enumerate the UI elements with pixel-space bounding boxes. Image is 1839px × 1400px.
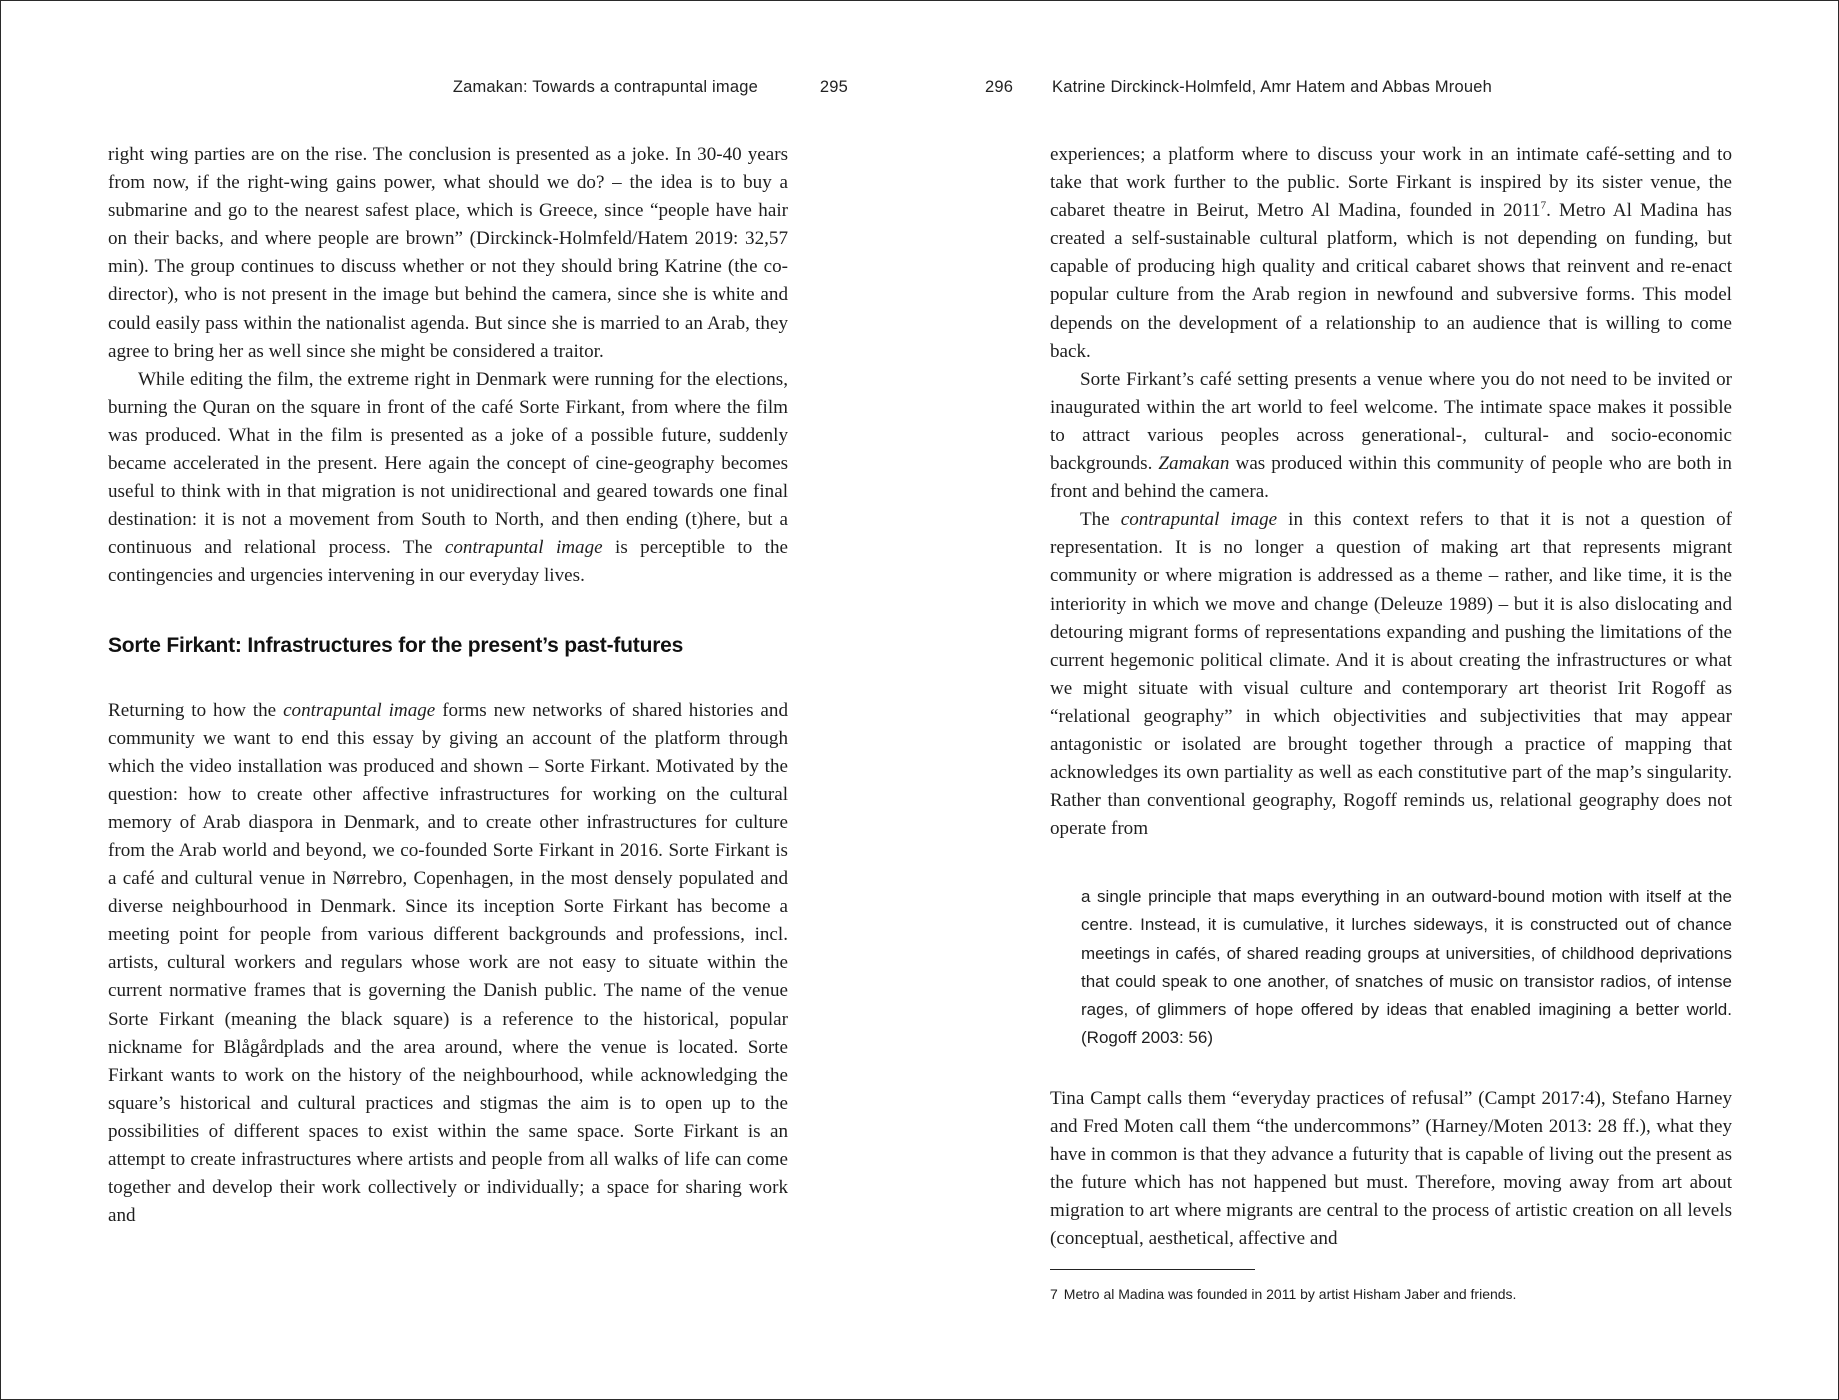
left-page <box>108 0 848 1400</box>
right-page <box>985 0 1732 1400</box>
paragraph: right wing parties are on the rise. The conclusion is presented as a joke. In 30-40 years from now, if the right-wing gains power, what should we do? – the idea is to buy a submarine and go to the nearest safest place, which is Greece, since “people have hair on their backs, and where people are brown” (Dirckinck-Holmfeld/Hatem 2019: 32,57 min). The group continues to discuss whether or not they should bring Katrine (the co-director), who is not present in the image but behind the camera, since she is white and could easily pass within the nationalist agenda. But since she is married to an Arab, they agree to bring her as well since she might be considered a traitor. <box>108 144 788 362</box>
footnote-marker: 7 <box>1540 199 1547 212</box>
paragraph: Tina Campt calls them “everyday practices of refusal” (Campt 2017:4), Stefano Harney and Fred Moten call them “the undercommons” (Harney/Moten 2013: 28 ff.), what they have in common is that they advance a futurity that is capable of living out the present as the future which has not happened but must. Therefore, moving away from art about migration to art where migrants are central to the process of artistic creation on all levels (conceptual, aesthetical, affective and <box>1050 1087 1732 1250</box>
block-quote: a single principle that maps everything in an outward-bound motion with itself at the centre. Instead, it is cumulative, it lurches sideways, it is constructed out of chance meetings in cafés, of shared reading groups at universities, of childhood deprivations that could speak to one another, of snatches of music on transistor radios, of intense rages, of glimmers of hope offered by ideas that enabled imagining a better world. (Rogoff 2003: 56) <box>1081 887 1732 1047</box>
emphasis: contrapuntal image <box>283 699 436 721</box>
footnote-number: 7 <box>1050 1286 1058 1303</box>
footnote <box>1050 1284 1732 1304</box>
left-page-body <box>108 141 788 1230</box>
text-run: Returning to how the <box>108 699 284 721</box>
emphasis: contrapuntal image <box>1120 509 1278 531</box>
text-run: in this context refers to that it is not a question of representation. It is no longer a question of making art that represents migrant community or where migration is addressed as a theme – rather, and like time, it is the interiority in which we move and change (Deleuze 1989) – but it is also dislocating and detouring migrant forms of representations expanding and pushing the limitations of the current hegemonic political climate. And it is about creating the infrastructures or what we might situate with visual culture and contemporary art theorist Irit Rogoff as “relational geography” in which objectivities and subjectivities that may appear antagonistic or isolated are brought together through a practice of mapping that acknowledges its own partiality as well as each constitutive part of the map’s singularity. Rather than conventional geography, Rogoff reminds us, relational geography does not operate from <box>1050 509 1732 840</box>
text-run: is perceptible to the contingencies and urgencies intervening in our everyday lives. <box>108 537 788 587</box>
text-run: experiences; a platform where to discuss your work in an intimate café-setting and to take that work further to the public. Sorte Firkant is inspired by its sister venue, the cabaret theatre in Beirut, Metro Al Madina, founded in 2011 <box>1050 144 1732 222</box>
running-head: Katrine Dirckinck-Holmfeld, Amr Hatem and Abbas Mroueh <box>1052 78 1492 96</box>
section-heading: Sorte Firkant: Infrastructures for the present’s past-futures <box>108 633 684 657</box>
footnote-rule <box>1050 1269 1255 1270</box>
text-run: was produced within this community of people who are both in front and behind the camera. <box>1050 453 1732 503</box>
emphasis: Zamakan <box>1158 453 1230 475</box>
right-page-body <box>1050 141 1732 1304</box>
text-run: While editing the film, the extreme right in Denmark were running for the elections, burning the Quran on the square in front of the café Sorte Firkant, from where the film was produced. What in the film is presented as a joke of a possible future, suddenly became accelerated in the present. Here again the concept of cine-geography becomes useful to think with in that migration is not unidirectional and geared towards one final destination: it is not a movement from South to North, and then ending (t)here, but a continuous and relational process. The <box>108 368 788 559</box>
text-run: . Metro Al Madina has created a self-sustainable cultural platform, which is not depending on funding, but capable of producing high quality and critical cabaret shows that reinvent and re-enact popular culture from the Arab region in newfound and subversive forms. This model depends on the development of a relationship to an audience that is willing to come back. <box>1050 200 1732 362</box>
text-run: forms new networks of shared histories and community we want to end this essay by giving an account of the platform through which the video installation was produced and shown – Sorte Firkant. Motivated by the question: how to create other affective infrastructures for working on the cultural memory of Arab diaspora in Denmark, and to create other infrastructures for culture from the Arab world and beyond, we co-founded Sorte Firkant in 2016. Sorte Firkant is a café and cultural venue in Nørrebro, Copenhagen, in the most densely populated and diverse neighbourhood in Denmark. Since its inception Sorte Firkant has become a meeting point for people from various different backgrounds and professions, incl. artists, cultural workers and regulars whose work are not easy to situate within the current normative frames that is governing the Danish public. The name of the venue Sorte Firkant (meaning the black square) is a reference to the historical, popular nickname for Blågårdplads and the area around, where the venue is located. Sorte Firkant wants to work on the history of the neighbourhood, while acknowledging the square’s historical and cultural practices and stigmas the aim is to open up to the possibilities of different spaces to exist within the same space. Sorte Firkant is an attempt to create infrastructures where artists and people from all walks of life can come together and develop their work collectively or individually; a space for sharing work and <box>108 699 788 1227</box>
paragraph <box>108 366 788 591</box>
emphasis: contrapuntal image <box>444 537 603 559</box>
section-heading-wrap <box>108 632 788 660</box>
paragraph <box>1050 141 1732 366</box>
page-number: 295 <box>819 78 848 96</box>
paragraph <box>1050 366 1732 506</box>
footnote-text: Metro al Madina was founded in 2011 by artist Hisham Jaber and friends. <box>1063 1286 1517 1303</box>
paragraph <box>108 697 788 1231</box>
page-number: 296 <box>985 78 1014 96</box>
running-head: Zamakan: Towards a contrapuntal image <box>452 78 758 96</box>
text-run: Sorte Firkant’s café setting presents a venue where you do not need to be invited or inaugurated within the art world to feel welcome. The intimate space makes it possible to attract various peoples across generational-, cultural- and socio-economic backgrounds. <box>1050 368 1732 475</box>
text-run: The <box>1080 509 1121 531</box>
paragraph <box>1050 506 1732 843</box>
